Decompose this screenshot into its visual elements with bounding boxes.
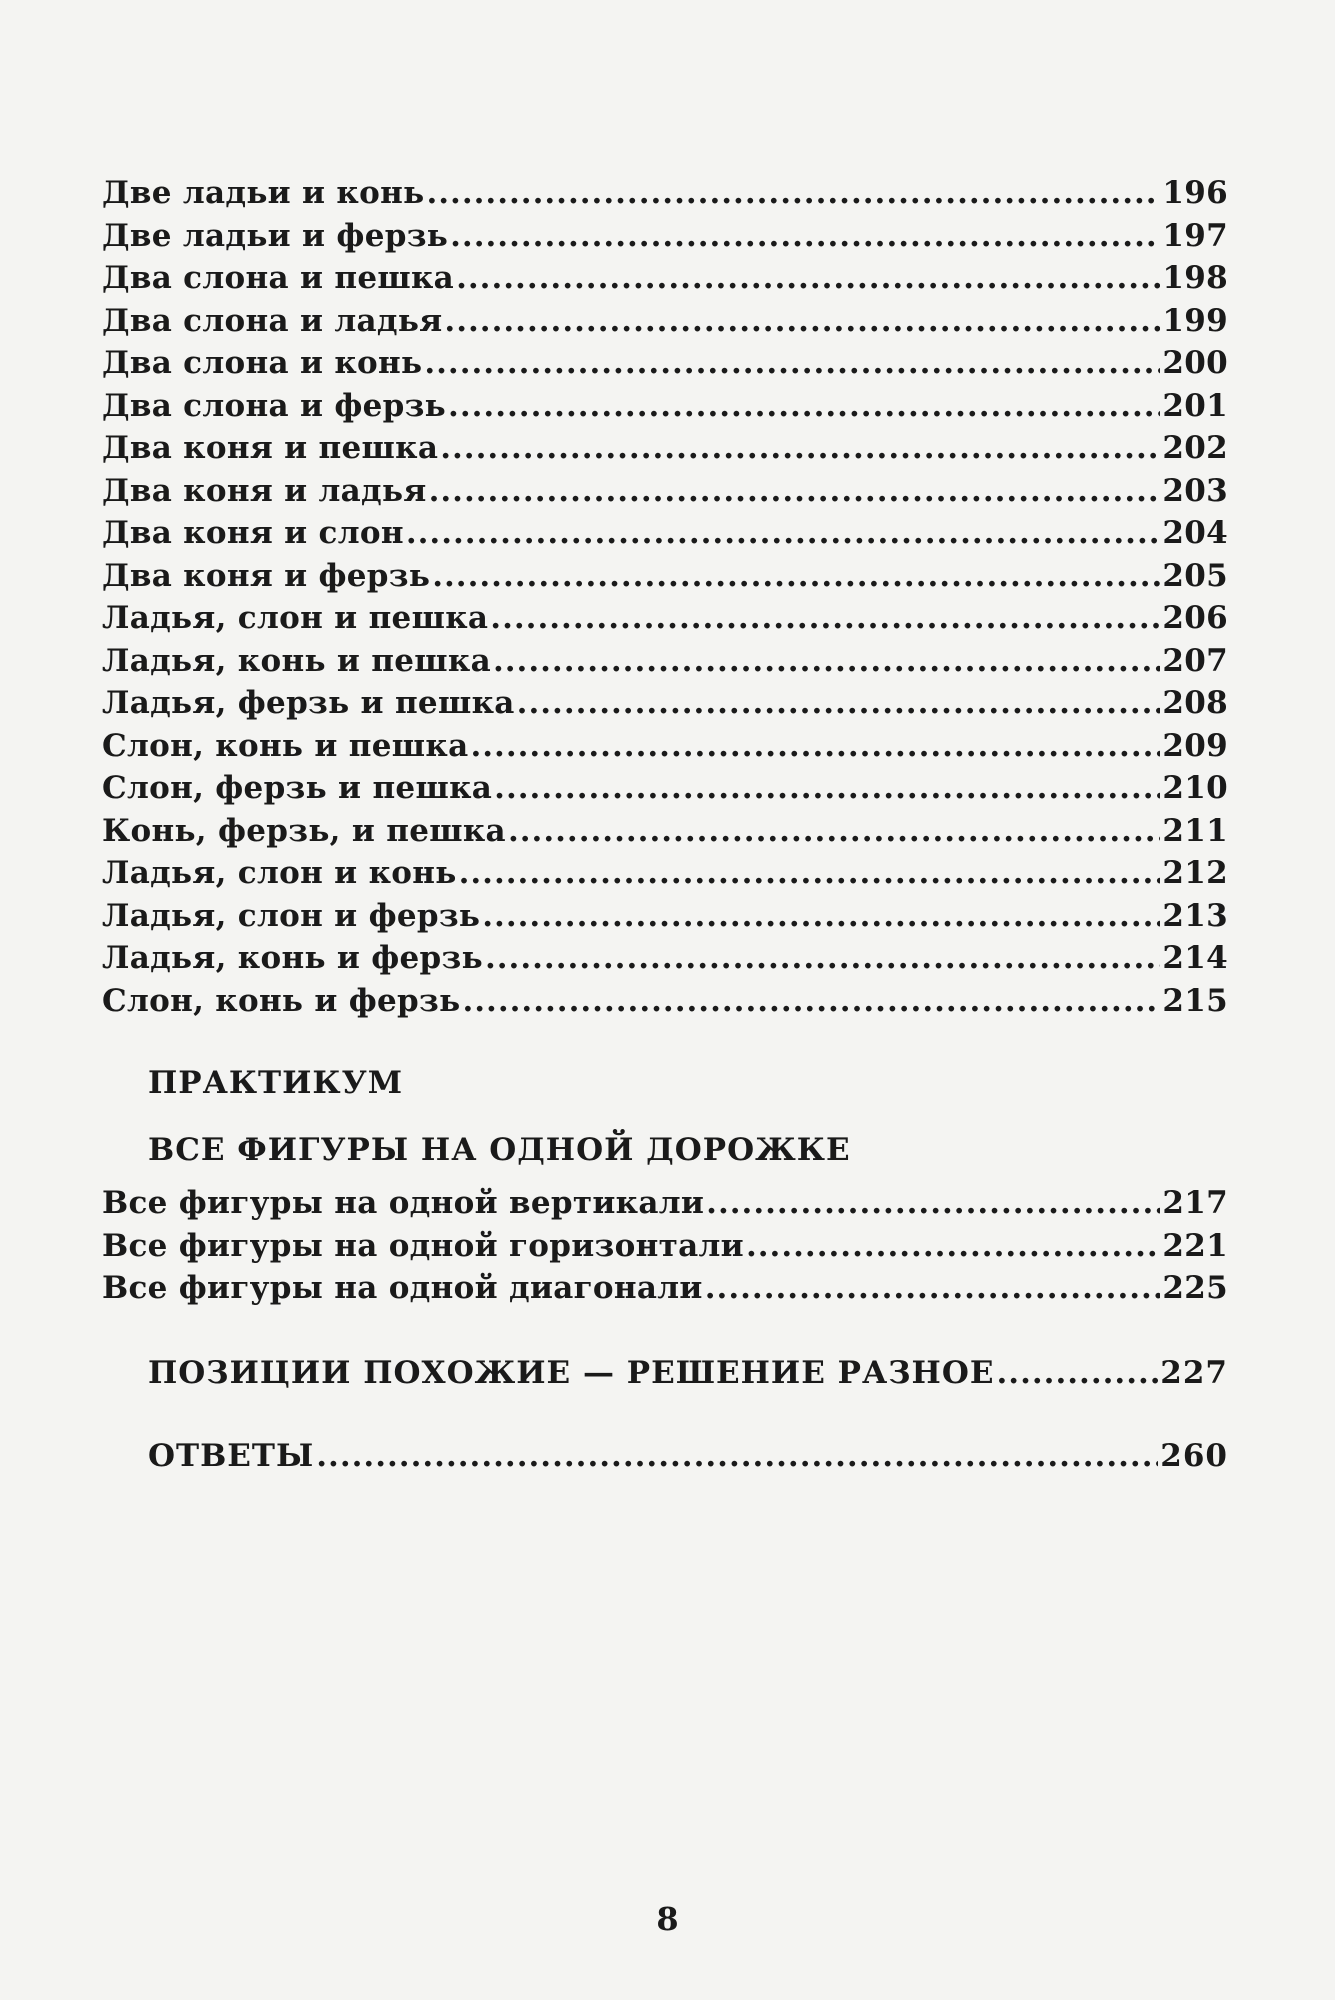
toc-entry-title: Ладья, конь и ферзь [102, 940, 483, 976]
toc-entry-page: 215 [1162, 982, 1228, 1019]
toc-entry [102, 600, 1228, 643]
toc-entry-page: 200 [1162, 345, 1228, 381]
toc-entry-title: Конь, ферзь, и пешка [102, 812, 506, 849]
leader-dots [426, 175, 1160, 211]
toc-entry-page: 260 [1160, 1438, 1228, 1474]
leader-dots [424, 345, 1160, 381]
toc-entry-page: 225 [1162, 1270, 1228, 1306]
practicum-heading: ПРАКТИКУМ [148, 1065, 404, 1101]
leader-dots [705, 1270, 1161, 1306]
toc-entry-page: 196 [1162, 175, 1228, 211]
leader-dots [462, 983, 1160, 1019]
leader-dots [494, 770, 1160, 806]
toc-entry-title: Ладья, слон и конь [102, 855, 457, 891]
leader-dots [493, 643, 1160, 679]
toc-entry [102, 983, 1228, 1026]
toc-entry [102, 728, 1228, 771]
toc-entry-page: 205 [1162, 557, 1228, 594]
toc-entry [102, 473, 1228, 516]
leader-dots [456, 260, 1160, 296]
toc-entry-page: 209 [1162, 727, 1228, 764]
toc-entry-page: 206 [1162, 600, 1228, 636]
toc-entry-page: 198 [1162, 260, 1228, 296]
toc-entry-page: 208 [1162, 685, 1228, 721]
toc-entry-title: Все фигуры на одной диагонали [102, 1270, 703, 1306]
leader-dots [508, 813, 1160, 849]
toc-entry [102, 685, 1228, 728]
leader-dots [406, 515, 1161, 551]
toc-entry-title: Два слона и ладья [102, 302, 443, 339]
toc-entry-title: Два коня и слон [102, 515, 404, 551]
toc-entry [102, 303, 1228, 346]
toc-entry-title: Два коня и ферзь [102, 557, 431, 594]
toc-entry-page: 214 [1162, 940, 1228, 976]
table-of-contents [102, 175, 1228, 1025]
toc-entry-title: ПОЗИЦИИ ПОХОЖИЕ — РЕШЕНИЕ РАЗНОЕ [148, 1355, 995, 1391]
toc-entry-page: 212 [1162, 855, 1228, 891]
toc-entry-title: Ладья, слон и пешка [102, 600, 489, 636]
leader-dots [485, 940, 1160, 976]
leader-dots [440, 430, 1160, 466]
practicum-list [102, 1185, 1228, 1313]
toc-entry-page: 210 [1162, 770, 1228, 806]
toc-entry [102, 515, 1228, 558]
leader-dots [432, 558, 1160, 594]
leader-dots [429, 473, 1161, 509]
toc-entry-title: Ладья, конь и пешка [102, 642, 491, 679]
toc-entry-title: Два слона и пешка [102, 260, 455, 296]
toc-entry [102, 643, 1228, 686]
toc-entry-title: Все фигуры на одной вертикали [102, 1185, 705, 1221]
toc-entry-title: Слон, конь и пешка [102, 727, 469, 764]
leader-dots [444, 303, 1160, 339]
toc-entry-page: 203 [1162, 472, 1228, 509]
toc-entry [102, 430, 1228, 473]
toc-entry [102, 813, 1228, 856]
toc-entry-title: Две ладьи и конь [102, 175, 425, 211]
toc-entry-title: Ладья, слон и ферзь [102, 897, 481, 934]
leader-dots [470, 728, 1160, 764]
toc-entry [102, 345, 1228, 388]
leader-dots [448, 388, 1160, 424]
toc-entry [102, 1228, 1228, 1271]
toc-entry-page: 197 [1162, 217, 1228, 254]
toc-entry-title: Две ладьи и ферзь [102, 217, 449, 254]
leader-dots [316, 1438, 1158, 1474]
practicum-subheading: ВСЕ ФИГУРЫ НА ОДНОЙ ДОРОЖКЕ [148, 1132, 851, 1168]
toc-entry [102, 940, 1228, 983]
page-number: 8 [656, 1900, 679, 1938]
toc-entry-page: 199 [1162, 302, 1228, 339]
toc-entry-page: 221 [1162, 1227, 1228, 1264]
toc-entry [102, 898, 1228, 941]
leader-dots [746, 1228, 1160, 1264]
toc-entry-title: Ладья, ферзь и пешка [102, 685, 515, 721]
toc-entry-title: Два коня и ладья [102, 472, 427, 509]
toc-entry-page: 202 [1162, 430, 1228, 466]
leader-dots [450, 218, 1160, 254]
toc-entry-page: 217 [1162, 1185, 1228, 1221]
toc-entry [102, 260, 1228, 303]
toc-entry-page: 211 [1162, 812, 1228, 849]
toc-entry-page: 201 [1162, 387, 1228, 424]
toc-entry [102, 175, 1228, 218]
toc-entry-page: 227 [1160, 1355, 1228, 1391]
toc-entry-page: 213 [1162, 897, 1228, 934]
toc-entry-title: Два коня и пешка [102, 430, 439, 466]
leader-dots [482, 898, 1160, 934]
toc-entry-title: Два слона и конь [102, 345, 423, 381]
toc-entry [102, 1185, 1228, 1228]
leader-dots [459, 855, 1161, 891]
toc-entry [102, 558, 1228, 601]
toc-entry-title: Все фигуры на одной горизонтали [102, 1227, 744, 1264]
toc-entry [102, 218, 1228, 261]
leader-dots [996, 1355, 1158, 1391]
leader-dots [517, 685, 1161, 721]
toc-entry-title: ОТВЕТЫ [148, 1438, 315, 1474]
toc-entry [102, 1270, 1228, 1313]
toc-entry-answers [148, 1438, 1228, 1474]
toc-entry-page: 207 [1162, 642, 1228, 679]
toc-entry-page: 204 [1162, 515, 1228, 551]
toc-entry [102, 855, 1228, 898]
leader-dots [490, 600, 1160, 636]
leader-dots [706, 1185, 1160, 1221]
toc-entry [102, 388, 1228, 431]
toc-entry-title: Два слона и ферзь [102, 387, 447, 424]
toc-entry-title: Слон, ферзь и пешка [102, 770, 493, 806]
toc-entry-title: Слон, конь и ферзь [102, 982, 461, 1019]
toc-entry-similar-positions [148, 1355, 1228, 1391]
toc-entry [102, 770, 1228, 813]
